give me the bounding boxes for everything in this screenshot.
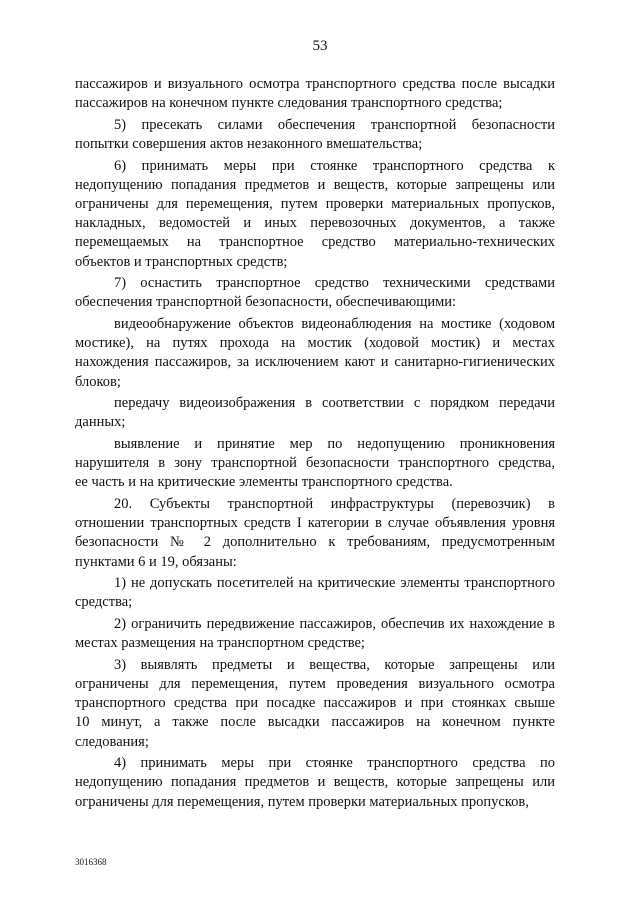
paragraph bbox=[75, 615, 555, 653]
text-line: перемещаемых на транспортное средство материально-технических bbox=[75, 234, 555, 251]
text-line: ограничены для перемещения, путем проверки материальных пропусков, bbox=[75, 793, 529, 810]
text-line: мостике), на путях прохода на мостик (ходовой мостик) и местах bbox=[75, 335, 555, 352]
paragraph bbox=[75, 157, 555, 272]
text-line: отношении транспортных средств I категории в случае объявления уровня bbox=[75, 515, 555, 532]
text-line: выявление и принятие мер по недопущению проникновения bbox=[114, 436, 555, 452]
text-line: накладных, ведомостей и иных перевозочных документов, а также bbox=[75, 215, 555, 232]
text-line: передачу видеоизображения в соответствии с порядком передачи bbox=[114, 395, 555, 412]
paragraph bbox=[75, 116, 555, 154]
text-line: 1) не допускать посетителей на критические элементы транспортного bbox=[114, 575, 555, 592]
text-line: 6) принимать меры при стоянке транспортного средства к bbox=[114, 157, 555, 174]
text-line: блоков; bbox=[75, 373, 121, 390]
document-code: 3016368 bbox=[75, 857, 107, 867]
text-line: нахождения пассажиров, за исключением кают и санитарно-гигиенических bbox=[75, 354, 555, 371]
text-line: местах размещения на транспортном средстве; bbox=[75, 635, 365, 652]
text-line: нарушителя в зону транспортной безопасности транспортного средства, bbox=[75, 455, 555, 472]
text-line: следования; bbox=[75, 733, 149, 750]
text-line: ее часть и на критические элементы транспортного средства. bbox=[75, 474, 453, 491]
paragraph bbox=[75, 75, 555, 113]
paragraph bbox=[75, 495, 555, 572]
text-line: 3) выявлять предметы и вещества, которые запрещены или bbox=[114, 656, 555, 673]
paragraph bbox=[75, 754, 555, 812]
text-line: безопасности № 2 дополнительно к требованиям, предусмотренным bbox=[75, 534, 555, 551]
paragraph bbox=[75, 315, 555, 392]
document-body bbox=[75, 75, 555, 814]
text-line: объектов и транспортных средств; bbox=[75, 253, 288, 270]
text-line: 2) ограничить передвижение пассажиров, обеспечив их нахождение в bbox=[114, 616, 555, 632]
text-line: попытки совершения актов незаконного вмешательства; bbox=[75, 136, 423, 152]
text-line: недопущению попадания предметов и веществ, которые запрещены или bbox=[75, 176, 555, 193]
text-line: видеообнаружение объектов видеонаблюдения на мостике (ходовом bbox=[114, 316, 555, 332]
text-line: ограничены для перемещения, путем проведения визуального осмотра bbox=[75, 676, 555, 692]
text-line: недопущению попадания предметов и веществ, которые запрещены или bbox=[75, 774, 555, 791]
text-line: 4) принимать меры при стоянке транспортного средства по bbox=[114, 755, 555, 772]
text-line: обеспечения транспортной безопасности, обеспечивающими: bbox=[75, 294, 457, 311]
text-line: пунктами 6 и 19, обязаны: bbox=[75, 553, 237, 570]
text-line: данных; bbox=[75, 414, 126, 431]
page-number: 53 bbox=[312, 38, 328, 54]
paragraph bbox=[75, 435, 555, 493]
text-line: транспортного средства при посадке пассажиров и при стоянках свыше bbox=[75, 695, 555, 712]
paragraph bbox=[75, 274, 555, 312]
text-line: пассажиров и визуального осмотра транспортного средства после высадки bbox=[75, 76, 555, 92]
text-line: 5) пресекать силами обеспечения транспортной безопасности bbox=[114, 116, 555, 133]
text-line: 10 минут, а также после высадки пассажиров на конечном пункте bbox=[75, 714, 555, 731]
text-line: пассажиров на конечном пункте следования транспортного средства; bbox=[75, 95, 503, 112]
paragraph bbox=[75, 574, 555, 612]
text-line: 7) оснастить транспортное средство техническими средствами bbox=[114, 275, 555, 292]
paragraph bbox=[75, 394, 555, 432]
paragraph bbox=[75, 656, 555, 752]
text-line: средства; bbox=[75, 594, 133, 611]
text-line: ограничены для перемещения, путем проверки материальных пропусков, bbox=[75, 196, 555, 212]
text-line: 20. Субъекты транспортной инфраструктуры (перевозчик) в bbox=[114, 496, 555, 512]
